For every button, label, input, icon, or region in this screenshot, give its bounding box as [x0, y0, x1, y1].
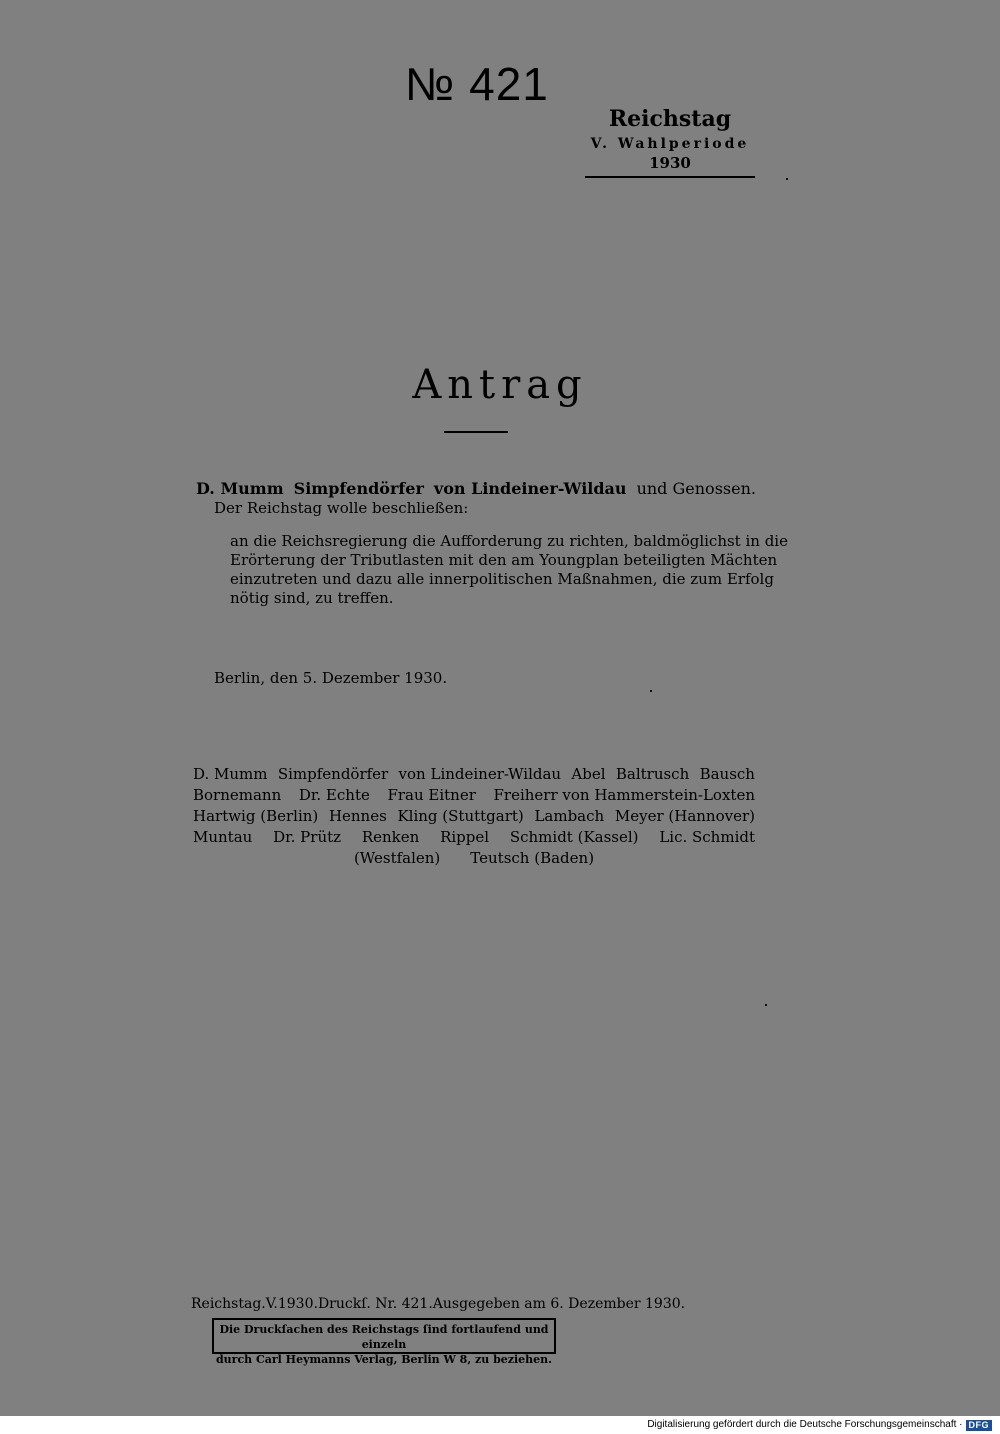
signatory: Lic. Schmidt: [659, 828, 755, 846]
scan-speck: [650, 690, 652, 692]
signatory: Renken: [361, 828, 420, 846]
mover-name: D. Mumm: [196, 479, 284, 498]
title-divider: [444, 431, 508, 433]
signatory-row: [193, 806, 755, 827]
signatory: Freiherr von Hammerstein-Loxten: [493, 786, 755, 804]
movers-line: [196, 478, 756, 500]
signatory: Muntau: [193, 828, 253, 846]
digitization-footer: [647, 1418, 992, 1432]
distribution-notice-box: [212, 1318, 556, 1366]
signatory: Meyer (Hannover): [614, 807, 755, 825]
signatory: Frau Eitner: [387, 786, 476, 804]
signatory: Dr. Echte: [298, 786, 370, 804]
signatory: Dr. Prütz: [273, 828, 342, 846]
motion-line: an die Reichsregierung die Aufforderung zu richten, baldmöglichst in die: [230, 532, 788, 550]
document-title: Antrag: [412, 362, 588, 408]
signatory: Hennes: [328, 807, 387, 825]
signatory-row: [193, 764, 755, 785]
signatory-row: [193, 785, 755, 806]
header-rule: [585, 176, 755, 178]
signatory: Simpfendörfer: [277, 765, 389, 783]
mover-name: Simpfendörfer: [293, 479, 424, 498]
signatory: (Westfalen): [353, 849, 441, 867]
imprint-part: Reichstag.: [191, 1296, 266, 1312]
scan-speck: [765, 1004, 767, 1006]
signatory: Bausch: [699, 765, 755, 783]
reichstag-header-block: [584, 104, 756, 178]
signatory-row: [193, 848, 755, 869]
resolution-intro: Der Reichstag wolle beschließen:: [214, 499, 469, 517]
signatory: Rippel: [440, 828, 490, 846]
movers-suffix: und Genossen.: [636, 479, 756, 498]
imprint-part: V.: [265, 1296, 278, 1312]
imprint-part: Ausgegeben am 6. Dezember 1930.: [432, 1296, 686, 1312]
signatory: Lambach: [534, 807, 605, 825]
signatory: Abel: [571, 765, 606, 783]
period-year: 1930: [649, 154, 691, 172]
imprint-part: Druckſ. Nr. 421.: [317, 1296, 433, 1312]
signatory: Bornemann: [193, 786, 282, 804]
signatory: Teutsch (Baden): [470, 849, 595, 867]
motion-line: Erörterung der Tributlasten mit den am Youngplan beteiligten Mächten: [230, 551, 778, 569]
signatory: Schmidt (Kassel): [509, 828, 639, 846]
mover-name: von Lindeiner-Wildau: [433, 479, 627, 498]
dfg-logo-icon: DFG: [966, 1420, 993, 1431]
distribution-notice-line: Die Druckſachen des Reichstags ſind fortlaufend und einzeln: [219, 1323, 549, 1351]
signatory: von Lindeiner-Wildau: [398, 765, 562, 783]
signatories: [193, 764, 755, 869]
place-and-date: Berlin, den 5. Dezember 1930.: [214, 669, 448, 687]
signatory-row: [193, 827, 755, 848]
motion-line: einzutreten und dazu alle innerpolitischen Maßnahmen, die zum Erfolg: [230, 570, 774, 588]
signatory: Kling (Stuttgart): [397, 807, 524, 825]
signatory: Baltrusch: [615, 765, 690, 783]
imprint-line: [191, 1295, 686, 1313]
scan-speck: [786, 178, 788, 180]
reichstag-title: Reichstag: [608, 106, 732, 132]
motion-line: nötig sind, zu treffen.: [230, 589, 394, 607]
imprint-part: 1930.: [277, 1296, 318, 1312]
motion-text: [230, 532, 788, 608]
signatory: Hartwig (Berlin): [193, 807, 319, 825]
document-number: № 421: [405, 58, 549, 110]
signatory: D. Mumm: [193, 765, 268, 783]
electoral-period: V. Wahlperiode: [590, 136, 750, 152]
distribution-notice-line: durch Carl Heymanns Verlag, Berlin W 8, zu beziehen.: [215, 1353, 553, 1366]
footer-text: Digitalisierung gefördert durch die Deutsche Forschungsgemeinschaft ·: [647, 1419, 963, 1430]
